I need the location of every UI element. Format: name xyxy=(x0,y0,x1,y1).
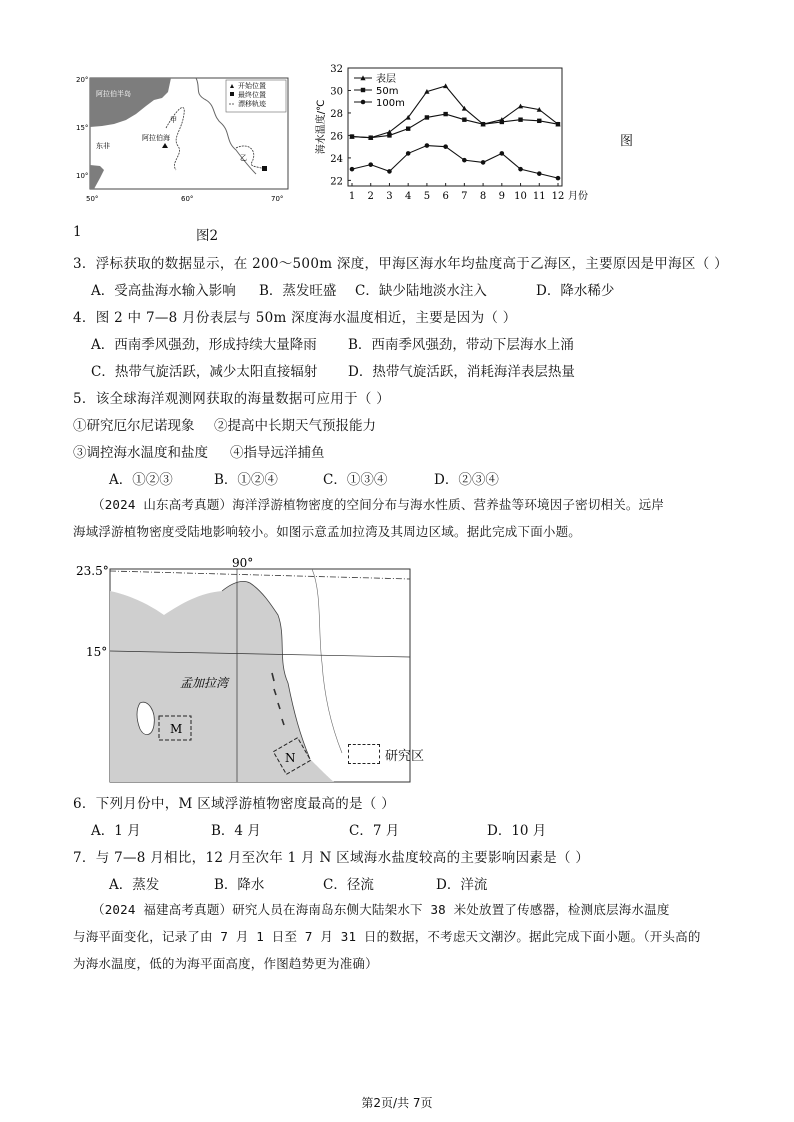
point-circle xyxy=(387,169,392,174)
intro2-line2: 与海平面变化，记录了由 7 月 1 日至 7 月 31 日的数据，不考虑天文潮汐。据此完成下面小题。（开头高的 xyxy=(73,929,701,944)
q4-option-b[interactable]: B．西南季风强劲，带动下层海水上涌 xyxy=(348,337,574,353)
q5-stem: 5．该全球海洋观测网获取的海量数据可应用于（ ） xyxy=(73,391,391,407)
x-tick-label: 8 xyxy=(479,191,487,202)
page-footer: 第2页/共 7页 xyxy=(361,1096,433,1110)
lat-label-15: 15° xyxy=(86,645,108,659)
label-yi: 乙 xyxy=(240,154,247,162)
point-circle xyxy=(518,167,523,172)
bay-label: 孟加拉湾 xyxy=(180,676,229,690)
y-tick-label: 30 xyxy=(330,86,343,98)
label-arabian-sea: 阿拉伯海 xyxy=(142,134,170,142)
x-tick-label: 11 xyxy=(532,191,546,202)
point-circle xyxy=(556,176,561,181)
q6-stem: 6．下列月份中，M 区域浮游植物密度最高的是（ ） xyxy=(73,796,395,812)
q7-option-a[interactable]: A．蒸发 xyxy=(109,877,160,893)
q4-stem: 4．图 2 中 7—8 月份表层与 50m 深度海水温度相近，主要是因为（ ） xyxy=(73,310,517,326)
x-tick-label: 2 xyxy=(367,191,374,202)
point-square xyxy=(500,120,504,124)
x-tick-label: 10 xyxy=(514,191,527,202)
end-marker xyxy=(262,166,267,171)
point-circle xyxy=(537,171,542,176)
point-square xyxy=(387,133,391,137)
y-tick-label: 24 xyxy=(330,153,343,165)
point-circle xyxy=(350,167,355,172)
q4-option-a[interactable]: A．西南季风强劲，形成持续大量降雨 xyxy=(91,337,317,353)
q3-option-c[interactable]: C．缺少陆地淡水注入 xyxy=(355,283,487,299)
point-circle xyxy=(425,143,430,148)
q5-item-4: ④指导远洋捕鱼 xyxy=(230,445,325,461)
q4-option-c[interactable]: C．热带气旋活跃，减少太阳直接辐射 xyxy=(91,364,318,380)
lat-label-23-5: 23.5° xyxy=(76,564,109,578)
q3-option-b[interactable]: B．蒸发旺盛 xyxy=(259,283,337,299)
legend-marker-square xyxy=(361,88,365,92)
y-tick-label: 22 xyxy=(330,176,343,188)
x-tick-label: 12 xyxy=(551,191,565,202)
n-label: N xyxy=(285,751,296,765)
q5-item-1: ①研究厄尔尼诺现象 xyxy=(73,418,195,434)
y-axis-label: 海水温度/℃ xyxy=(316,99,327,155)
q3-stem: 3．浮标获取的数据显示，在 200～500m 深度，甲海区海水年均盐度高于乙海区，主要原因是甲海区（ ） xyxy=(73,256,728,272)
q5-item-3: ③调控海水温度和盐度 xyxy=(73,445,208,461)
figure2-chart xyxy=(312,60,602,212)
point-circle xyxy=(500,151,505,156)
point-square xyxy=(518,117,522,121)
figure2-side-label: 图 xyxy=(620,134,634,149)
y-tick-label: 28 xyxy=(330,108,343,120)
intro1-line2: 海域浮游植物密度受陆地影响较小。如图示意孟加拉湾及其周边区域。据此完成下面小题。 xyxy=(73,524,582,539)
lat-label-20: 20° xyxy=(76,76,89,84)
label-arabian-peninsula: 阿拉伯半岛 xyxy=(96,90,131,98)
q3-option-a[interactable]: A．受高盐海水输入影响 xyxy=(91,283,236,299)
legend-end: 最终位置 xyxy=(238,91,266,99)
point-square xyxy=(556,122,560,126)
lon-label-50: 50° xyxy=(86,195,99,203)
q6-option-c[interactable]: C．7 月 xyxy=(349,823,400,839)
q7-option-b[interactable]: B．降水 xyxy=(214,877,265,893)
label-jia: 甲 xyxy=(170,116,177,124)
q5-item-2: ②提高中长期天气预报能力 xyxy=(214,418,376,434)
q5-option-c[interactable]: C．①③④ xyxy=(323,472,388,488)
q6-option-a[interactable]: A．1 月 xyxy=(91,823,141,839)
legend-start: 开始位置 xyxy=(238,82,266,90)
lon-label-70: 70° xyxy=(271,195,284,203)
point-square xyxy=(481,122,485,126)
legend-label: 表层 xyxy=(376,74,396,85)
lat-label-15: 15° xyxy=(76,124,89,132)
point-circle xyxy=(406,151,411,156)
intro2-line1: （2024 福建高考真题）研究人员在海南岛东侧大陆架水下 38 米处放置了传感器，检测底层海水温度 xyxy=(92,902,670,917)
legend-label: 50m xyxy=(376,86,399,97)
legend-marker-circle xyxy=(361,100,366,105)
study-area-legend-box xyxy=(348,744,380,764)
intro2-line3: 为海水温度，低的为海平面高度，作图趋势更为准确） xyxy=(73,956,378,971)
point-square xyxy=(425,115,429,119)
study-area-legend-label: 研究区 xyxy=(385,749,425,764)
label-africa: 东非 xyxy=(96,142,110,150)
q4-option-d[interactable]: D．热带气旋活跃，消耗海洋表层热量 xyxy=(348,364,575,380)
lon-label-90: 90° xyxy=(232,556,254,570)
y-tick-label: 32 xyxy=(330,64,343,75)
lon-label-60: 60° xyxy=(181,195,194,203)
point-square xyxy=(369,135,373,139)
lat-label-10: 10° xyxy=(76,172,89,180)
q5-option-b[interactable]: B．①②④ xyxy=(214,472,278,488)
q7-option-d[interactable]: D．洋流 xyxy=(436,877,488,893)
x-tick-label: 1 xyxy=(348,191,356,202)
point-circle xyxy=(443,144,448,149)
m-label: M xyxy=(170,722,183,736)
q3-option-d[interactable]: D．降水稀少 xyxy=(536,283,615,299)
point-square xyxy=(462,117,466,121)
figure2-caption: 图2 xyxy=(196,228,219,244)
q5-option-a[interactable]: A．①②③ xyxy=(109,472,173,488)
q7-stem: 7．与 7—8 月相比，12 月至次年 1 月 N 区域海水盐度较高的主要影响因素是（ ） xyxy=(73,850,590,866)
q6-option-b[interactable]: B．4 月 xyxy=(211,823,261,839)
x-tick-label: 6 xyxy=(442,191,449,202)
point-square xyxy=(443,112,447,116)
figure1-caption: 1 xyxy=(73,224,82,240)
x-tick-label: 4 xyxy=(404,191,412,202)
q6-option-d[interactable]: D．10 月 xyxy=(487,823,547,839)
legend-label: 100m xyxy=(376,98,405,109)
point-square xyxy=(350,134,354,138)
legend-track: 漂移轨迹 xyxy=(238,100,266,108)
series-line-circle xyxy=(352,146,558,179)
intro1-line1: （2024 山东高考真题）海洋浮游植物密度的空间分布与海水性质、营养盐等环境因子密切相关。远岸 xyxy=(92,497,665,512)
point-square xyxy=(406,126,410,130)
y-tick-label: 26 xyxy=(330,131,343,143)
point-circle xyxy=(462,158,467,163)
figure1-map xyxy=(66,70,298,205)
x-tick-label: 3 xyxy=(386,191,393,202)
x-tick-label: 5 xyxy=(423,191,431,202)
q7-option-c[interactable]: C．径流 xyxy=(323,877,374,893)
x-tick-label: 9 xyxy=(498,191,506,202)
point-square xyxy=(537,119,541,123)
x-axis-label: 月份 xyxy=(568,191,588,202)
point-circle xyxy=(368,162,373,167)
x-tick-label: 7 xyxy=(461,191,468,202)
point-circle xyxy=(481,160,486,165)
q5-option-d[interactable]: D．②③④ xyxy=(434,472,499,488)
point-triangle xyxy=(443,83,448,88)
